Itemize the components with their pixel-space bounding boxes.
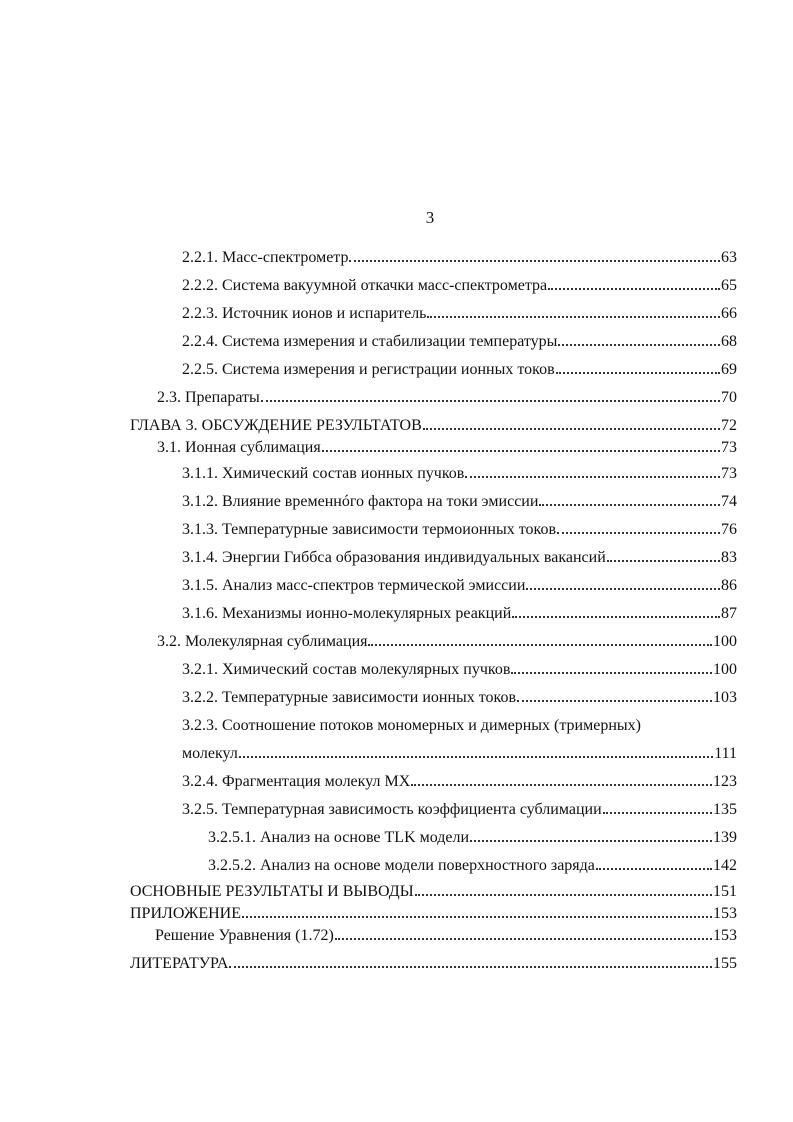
toc-entry-page: 123 bbox=[713, 773, 737, 790]
toc-entry-title: ГЛАВА 3. ОБСУЖДЕНИЕ РЕЗУЛЬТАТОВ bbox=[130, 417, 422, 434]
toc-entry-title: 2.2.5. Система измерения и регистрации ионных токов bbox=[182, 361, 555, 378]
page-number: 3 bbox=[425, 208, 435, 227]
toc-entry-page: 69 bbox=[721, 361, 737, 378]
toc-entry-page: 135 bbox=[713, 801, 737, 818]
leader-dots bbox=[322, 449, 720, 452]
toc-entry-page: 86 bbox=[721, 577, 737, 594]
leader-dots bbox=[368, 643, 712, 646]
leader-dots bbox=[470, 839, 712, 842]
toc-entry-title: ЛИТЕРАТУРА bbox=[130, 955, 229, 972]
toc-entry[interactable] bbox=[182, 522, 737, 538]
toc-entry-title: 3.2.1. Химический состав молекулярных пучков bbox=[182, 661, 511, 678]
leader-dots bbox=[596, 867, 712, 870]
toc-entry[interactable] bbox=[208, 858, 737, 874]
leader-dots bbox=[423, 427, 720, 430]
toc-entry-title: ПРИЛОЖЕНИЕ bbox=[130, 905, 242, 922]
leader-dots bbox=[261, 399, 720, 402]
leader-dots bbox=[558, 343, 720, 346]
toc-entry-page: 151 bbox=[713, 883, 737, 900]
toc-entry[interactable] bbox=[182, 578, 737, 594]
toc-entry-title: 2.2.3. Источник ионов и испаритель bbox=[182, 305, 427, 322]
leader-dots bbox=[511, 671, 712, 674]
toc-entry[interactable] bbox=[182, 494, 737, 510]
leader-dots bbox=[526, 587, 720, 590]
toc-entry[interactable] bbox=[130, 418, 737, 434]
leader-dots bbox=[517, 699, 712, 702]
toc-entry[interactable] bbox=[182, 662, 737, 678]
toc-entry[interactable] bbox=[182, 362, 737, 378]
toc-entry[interactable] bbox=[182, 250, 737, 266]
toc-entry-page: 73 bbox=[721, 465, 737, 482]
toc-entry-title-cont: молекул bbox=[182, 745, 238, 762]
toc-entry-title: ОСНОВНЫЕ РЕЗУЛЬТАТЫ И ВЫВОДЫ bbox=[130, 883, 414, 900]
toc-entry-title: 3.2.2. Температурные зависимости ионных токов bbox=[182, 689, 517, 706]
toc-entry-page: 103 bbox=[713, 689, 737, 706]
toc-entry-title-line1[interactable]: 3.2.3. Соотношение потоков мономерных и димерных (тримерных) bbox=[182, 717, 641, 734]
toc-entry-title: 3.1. Ионная сублимация bbox=[157, 439, 321, 456]
toc-entry-page: 70 bbox=[721, 389, 737, 406]
toc-entry[interactable] bbox=[182, 802, 737, 818]
leader-dots bbox=[229, 965, 712, 968]
toc-entry-title: 2.2.1. Масс-спектрометр bbox=[182, 249, 349, 266]
leader-dots bbox=[465, 475, 720, 478]
toc-entry[interactable] bbox=[182, 606, 737, 622]
toc-entry-page: 72 bbox=[721, 417, 737, 434]
toc-entry-page: 76 bbox=[721, 521, 737, 538]
toc-entry[interactable] bbox=[182, 550, 737, 566]
toc-entry[interactable] bbox=[208, 830, 737, 846]
toc-entry[interactable] bbox=[182, 746, 737, 762]
toc-entry[interactable] bbox=[130, 956, 737, 972]
toc-entry-page: 87 bbox=[721, 605, 737, 622]
leader-dots bbox=[427, 315, 720, 318]
toc-entry[interactable] bbox=[130, 906, 737, 922]
leader-dots bbox=[539, 503, 720, 506]
toc-entry-title: 3.2.5. Температурная зависимость коэффициента сублимации bbox=[182, 801, 602, 818]
toc-entry[interactable] bbox=[155, 928, 737, 944]
toc-entry-page: 153 bbox=[713, 905, 737, 922]
toc-entry-title: 3.1.2. Влияние временнóго фактора на токи эмиссии bbox=[182, 493, 539, 510]
leader-dots bbox=[557, 531, 720, 534]
toc-entry-title: 3.2.4. Фрагментация молекул MX bbox=[182, 773, 411, 790]
leader-dots bbox=[415, 893, 712, 896]
toc-entry[interactable] bbox=[182, 466, 737, 482]
toc-entry-page: 73 bbox=[721, 439, 737, 456]
toc-entry-title: 3.2.5.2. Анализ на основе модели поверхностного заряда bbox=[208, 857, 595, 874]
toc-entry[interactable] bbox=[182, 774, 737, 790]
toc-entry[interactable] bbox=[157, 634, 737, 650]
leader-dots bbox=[242, 915, 712, 918]
leader-dots bbox=[607, 559, 720, 562]
toc-entry-page: 100 bbox=[713, 633, 737, 650]
leader-dots bbox=[548, 287, 720, 290]
leader-dots bbox=[603, 811, 712, 814]
leader-dots bbox=[349, 259, 720, 262]
leader-dots bbox=[411, 783, 712, 786]
toc-entry-title: 3.2.5.1. Анализ на основе TLK модели bbox=[208, 829, 470, 846]
toc-entry-page: 65 bbox=[721, 277, 737, 294]
toc-entry[interactable] bbox=[130, 884, 737, 900]
toc-entry[interactable] bbox=[182, 334, 737, 350]
toc-entry[interactable] bbox=[157, 440, 737, 456]
leader-dots bbox=[239, 755, 713, 758]
toc-entry-title: 3.2. Молекулярная сублимация bbox=[157, 633, 368, 650]
toc-entry-page: 111 bbox=[714, 745, 737, 762]
toc-entry-page: 74 bbox=[721, 493, 737, 510]
leader-dots bbox=[512, 615, 720, 618]
toc-entry-page: 100 bbox=[713, 661, 737, 678]
toc-entry-page: 153 bbox=[713, 927, 737, 944]
toc-entry-page: 66 bbox=[721, 305, 737, 322]
toc-entry-page: 142 bbox=[713, 857, 737, 874]
leader-dots bbox=[335, 937, 712, 940]
toc-entry-title: 3.1.5. Анализ масс-спектров термической эмиссии bbox=[182, 577, 526, 594]
toc-entry-page: 139 bbox=[713, 829, 737, 846]
toc-entry[interactable] bbox=[157, 390, 737, 406]
toc-entry-title: Решение Уравнения (1.72) bbox=[155, 927, 334, 944]
toc-entry-title: 2.3. Препараты bbox=[157, 389, 260, 406]
toc-entry[interactable] bbox=[182, 306, 737, 322]
toc-entry-title: 3.1.4. Энергии Гиббса образования индивидуальных вакансий bbox=[182, 549, 606, 566]
toc-entry-page: 63 bbox=[721, 249, 737, 266]
toc-entry-page: 155 bbox=[713, 955, 737, 972]
toc-entry-title: 2.2.2. Система вакуумной откачки масс-спектрометра bbox=[182, 277, 548, 294]
toc-entry-title: 3.1.1. Химический состав ионных пучков bbox=[182, 465, 465, 482]
toc-entry[interactable] bbox=[182, 278, 737, 294]
toc-entry-title: 2.2.4. Система измерения и стабилизации температуры bbox=[182, 333, 558, 350]
toc-entry-title: 3.1.3. Температурные зависимости термоионных токов bbox=[182, 521, 557, 538]
toc-entry[interactable] bbox=[182, 690, 737, 706]
toc-entry-title: 3.1.6. Механизмы ионно-молекулярных реакций bbox=[182, 605, 512, 622]
toc-entry-page: 68 bbox=[721, 333, 737, 350]
leader-dots bbox=[556, 371, 720, 374]
toc-entry-page: 83 bbox=[721, 549, 737, 566]
